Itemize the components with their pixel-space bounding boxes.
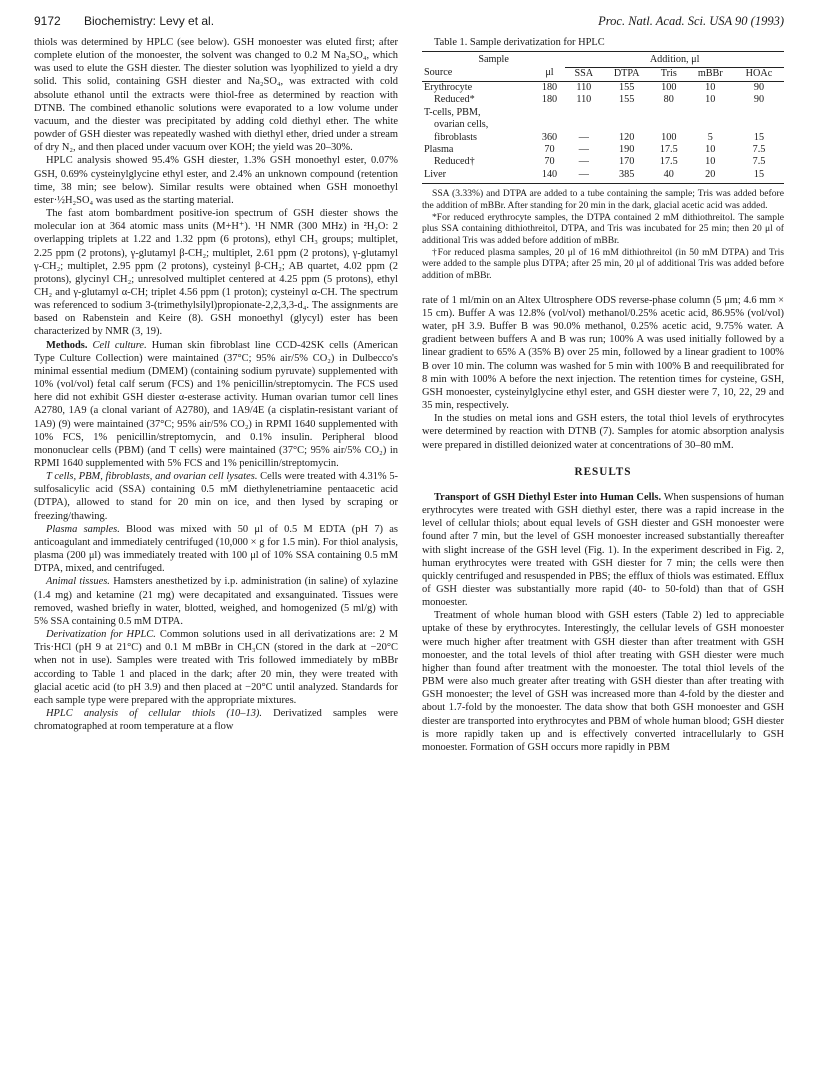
table-row — [422, 107, 784, 119]
table-cell: 17.5 — [659, 156, 678, 168]
table-cell: 10 — [705, 81, 716, 93]
plasma-text: Blood was mixed with 50 μl of 0.5 M EDTA (pH 7) as anticoagulant and immediately centrifuged (10,000 × g for 1.5 min). For thiol analysis, plasma (200 μl) was immediately treated with 100 μl of 10% SSA containing 0.5 mM DTPA, mixed, and centrifuged. — [34, 523, 398, 575]
lysates-text: Cells were treated with 4.31% 5-sulfosalicylic acid (SSA) containing 0.5 mM diethylenetriamine pentaacetic acid (DTPA), allowed to stand for 20 min on ice, and then lysed by scraping or freezing/thawing. — [34, 471, 399, 522]
table-cell: 90 — [753, 94, 765, 106]
table-group-addition: Addition, μl — [565, 52, 784, 67]
table-cell: ovarian cells, — [434, 119, 489, 131]
table-row — [422, 156, 784, 168]
plasma-heading: Plasma samples. — [46, 523, 120, 535]
table-header-cell: Source — [422, 67, 534, 81]
table-cell: 100 — [661, 131, 677, 143]
table-cell: Plasma — [424, 144, 454, 155]
table-header-cell: Tris — [651, 67, 687, 81]
paragraph-hplc-purity: HPLC analysis showed 95.4% GSH diester, 1.3% GSH monoethyl ester, 0.07% GSH, 0.69% cysteinylglycine ethyl ester, and 2.4% an unknown compound (retention time, 38 min; see below). Similar results were obtained when GSH monoethyl ester·½H₂SO₄ was used as the starting material. — [34, 155, 398, 206]
journal-section-authors: Biochemistry: Levy et al. — [84, 14, 215, 28]
table-cell: 385 — [602, 169, 651, 184]
table-cell: 80 — [663, 94, 674, 106]
table-cell: Reduced* — [434, 94, 475, 106]
right-column — [422, 36, 784, 754]
paragraph-cell-culture — [34, 339, 398, 471]
table-cell: 100 — [661, 81, 677, 93]
table-cell: 140 — [534, 169, 566, 184]
table-cell: 5 — [707, 131, 713, 143]
table-cell: 7.5 — [752, 156, 766, 168]
table-cell: 170 — [619, 156, 635, 168]
table-cell: — — [578, 131, 589, 143]
table-cell: 15 — [753, 131, 765, 143]
table-group-sample: Sample — [422, 52, 565, 67]
table-1 — [422, 36, 784, 282]
table-cell: 360 — [541, 131, 558, 143]
table-cell: 70 — [544, 156, 555, 168]
table-cell: 17.5 — [659, 144, 678, 155]
table-header-cell: SSA — [565, 67, 602, 81]
table-footnote: *For reduced erythrocyte samples, the DTPA contained 2 mM dithiothreitol. The sample plus SSA containing dithiothreitol, DTPA, and Tris was incubated for 25 min; then 20 μl of additional Tris was added before addition of mBBr. — [422, 211, 784, 247]
table-cell: 40 — [651, 169, 687, 184]
table-cell: 190 — [619, 144, 635, 155]
hplc-analysis-text: Derivatized samples were chromatographed at room temperature at a flow — [34, 707, 398, 733]
table-cell: — — [578, 144, 589, 155]
table-cell: 70 — [544, 144, 555, 155]
cell-culture-text: Human skin fibroblast line CCD-42SK cells (American Type Culture Collection) were maintained (37°C; 95% air/5% CO₂) in Dulbecco's minimal essential medium (DMEM) (containing sodium pyruvate) supplemented with 10% (vol/vol) fetal calf serum (FCS) and 1% penicillin/streptomycin. The FCS used here did not exhibit GSH diester α-esterase activity. Human ovarian tumor cell lines A2780, 1A9 (a clonal variant of A2780), and 1A9/4E (a cisplatin-resistant variant of 1A9) (9) were maintained (37°C; 95% air/5% CO₂) in RPMI 1640 supplemented with 10% FCS, 1% penicillin/streptomycin, and 0.1% insulin. Peripheral blood mononuclear cells (PBM) (and T cells) were maintained (37°C; 95% air/5% CO₂) in RPMI 1640 supplemented with 5% FCS and 1% penicillin/streptomycin. — [34, 339, 399, 469]
table-row — [422, 81, 784, 94]
table-header-cell: HOAc — [734, 67, 784, 81]
running-header — [34, 14, 784, 34]
table-row — [422, 169, 784, 184]
table-row — [422, 94, 784, 106]
table-row — [422, 144, 784, 156]
paragraph-nmr: The fast atom bombardment positive-ion spectrum of GSH diester shows the molecular ion at 364 atomic mass units (M+H⁺). ¹H NMR (300 MHz) in ²H₂O: 2 overlapping triplets at 1.22 and 1.32 ppm (6 protons), ethyl CH₃ groups; multiplet, 2.25 ppm (2 protons), γ-glutamyl β-CH₂; multiplet, 2.61 ppm (2 protons), γ-glutamyl γ-CH₂; multiplet, 2.95 ppm (2 protons), cysteinyl β-CH₂; AB quartet, 4.02 ppm (2 protons), glycinyl CH₂; unresolved multiplet centered at 4.25 ppm (5 protons), ethyl CH₂ and γ-glutamyl α-CH; triplet 4.56 ppm (1 proton); cysteinyl α-CH. The spectrum was referenced to sodium 3-(trimethylsilyl)propionate-2,2,3,3-d₄. The assignments are based on Rabenstein and Keire (8). GSH monoethyl (glycyl) ester has been characterized by NMR (3, 19). — [34, 208, 398, 338]
animal-tissues-heading: Animal tissues. — [46, 576, 110, 588]
paragraph-hplc-analysis — [34, 707, 398, 733]
journal-citation: Proc. Natl. Acad. Sci. USA 90 (1993) — [598, 14, 784, 28]
table-cell: 155 — [619, 94, 635, 106]
left-column — [34, 36, 398, 733]
table-cell: T-cells, PBM, — [424, 106, 481, 118]
paragraph-hplc-conditions: rate of 1 ml/min on an Altex Ultrosphere ODS reverse-phase column (5 μm; 4.6 mm × 15 cm). Buffer A was 12.8% (vol/vol) methanol/0.25% acetic acid, 86.95% (vol/vol) water, pH 3.9. Buffer B was 90.0% methanol, 0.25% acetic acid, 9.75% water. A gradient between buffers A and B was run; 100% A was used initially followed by a linear gradient to 65% A (35% B) over 25 min, followed by a linear gradient to 100% B over 10 min. The column was washed for 5 min with 100% B and reequilibrated for 8 min with 100% A before the next injection. The retention times for cysteine, GSH, GSH monoester, cysteinylglycine ethyl ester, and GSH diester were 7, 10, 22, 29 and 35 min, respectively. — [422, 294, 784, 412]
table-cell: Erythrocyte — [424, 81, 473, 93]
results-heading: RESULTS — [574, 465, 632, 478]
table-footnote: †For reduced plasma samples, 20 μl of 16 mM dithiothreitol (in 50 mM DTPA) and Tris were added to the sample plus DTPA; after 25 min, 20 μl of additional Tris was added before addition of mBBr. — [422, 246, 784, 282]
paragraph-diester-isolation: thiols was determined by HPLC (see below). GSH monoester was eluted first; after complete elution of the monoester, the solvent was changed to 0.2 M Na₂SO₄, which was used to elute the GSH diester. The diester solution was lyophilized to yield a dry solid. This solid, containing GSH diester and Na₂SO₄, was extracted with cold absolute ethanol until the extracts were thiol-free as determined by reaction with DTNB. The combined ethanolic solutions were evaporated to a low volume under vacuum, and the diester was precipitated by adding cold diethyl ether. The white powder of GSH diester was repeatedly washed with diethyl ether, dried under a stream of dry N₂, and then placed under vacuum over KOH; the yield was 20–30%. — [34, 37, 398, 154]
transport-text: When suspensions of human erythrocytes were treated with GSH diethyl ester, there was a rapid increase in the level of cellular thiols; about equal levels of GSH diester and GSH monoester were found after 7 min, but the level of GSH monoester increased substantially thereafter with slight increase of the GSH level (Fig. 1). In the experiment described in Fig. 2, human erythrocytes were treated with GSH diester for 7 min; the cells were then quickly centrifuged and resuspended in PBS; the efflux of thiols was estimated. Efflux of GSH diester was substantially more rapid (40- to 50-fold) than that of GSH monoester. — [422, 491, 784, 609]
paragraph-plasma — [34, 523, 398, 576]
transport-heading: Transport of GSH Diethyl Ester into Human Cells. — [434, 491, 662, 503]
table-cell: fibroblasts — [434, 131, 478, 143]
table-header-cell: μl — [534, 67, 566, 81]
table-cell: 110 — [576, 94, 592, 106]
table-header-cell: DTPA — [602, 67, 651, 81]
paragraph-animal-tissues — [34, 575, 398, 628]
table-cell: 20 — [687, 169, 734, 184]
table-cell: 120 — [619, 131, 635, 143]
table-note: SSA (3.33%) and DTPA are added to a tube containing the sample; Tris was added before the addition of mBBr. After standing for 20 min in the dark, glacial acetic acid was added. — [422, 188, 784, 211]
table-caption: Table 1. Sample derivatization for HPLC — [434, 37, 605, 48]
paragraph-lysates — [34, 470, 398, 523]
methods-heading: Methods. — [46, 339, 88, 351]
table-cell: 10 — [705, 144, 716, 155]
table-header-cell: mBBr — [687, 67, 734, 81]
cell-culture-heading: Cell culture. — [92, 339, 147, 351]
table-cell: 7.5 — [752, 144, 766, 155]
hplc-analysis-heading: HPLC analysis of cellular thiols (10–13). — [46, 707, 262, 719]
table-cell: 90 — [753, 81, 765, 93]
paragraph-transport — [422, 491, 784, 609]
derivatization-text: Common solutions used in all derivatizations are: 2 M Tris·HCl (pH 9 at 21°C) and 0.1 M mBBr in CH₃CN (stored in the dark at −20°C when not in use). Samples were treated with Tris followed immediately by mBBr according to Table 1 and placed in the dark; after 20 min, they were treated with glacial acetic acid (to pH 3.9) and then placed at −20°C until analyzed. Standards for each sample type were prepared with the appropriate mixtures. — [34, 629, 398, 706]
table-cell: 10 — [705, 94, 716, 106]
table-cell: 15 — [734, 169, 784, 184]
table-row — [422, 132, 784, 144]
table-cell: 155 — [619, 81, 635, 93]
lysates-heading: T cells, PBM, fibroblasts, and ovarian cell lysates. — [46, 471, 258, 483]
table-cell: 10 — [705, 156, 716, 168]
table-cell: Liver — [422, 169, 534, 184]
paragraph-derivatization — [34, 628, 398, 707]
animal-tissues-text: Hamsters anesthetized by i.p. administration (in saline) of xylazine (1.4 mg) and ketamine (21 mg) were decapitated and exsanguinated. Tissues were removed, washed briefly in water, blotted, weighed, and homogenized (5 ml/g) with 5% SSA containing 0.5 mM DTPA. — [34, 576, 398, 627]
table-cell: — — [565, 169, 602, 184]
derivatization-heading: Derivatization for HPLC. — [46, 629, 156, 641]
paragraph-thiol-levels: In the studies on metal ions and GSH esters, the total thiol levels of erythrocytes were determined by reaction with DTNB (7). Samples for atomic absorption analysis were prepared in distilled deionized water at concentrations of 30–80 mM. — [422, 413, 784, 451]
paragraph-whole-blood: Treatment of whole human blood with GSH esters (Table 2) led to appreciable uptake of these by erythrocytes. Interestingly, the cellular levels of GSH monoester were much higher after treatment with GSH diester than after treatment with GSH monoester, and the total levels of thiol after treating with GSH diester were much higher than found after treatment with the monoester. The total thiol levels of the PBM were also much greater after treating with GSH diester than after treating with GSH monoester; the level of GSH was increased more than 4-fold by the diester and about 1.7-fold by the monoester. The data show that both GSH monoester and GSH diester are transported into erythrocytes and PBM of whole human blood; GSH diester is more rapidly taken up and is effectively converted intracellularly to GSH monoester. Formation of GSH occurs more rapidly in PBM — [422, 610, 784, 753]
table-row — [422, 119, 784, 131]
page-number: 9172 — [34, 14, 61, 28]
table-cell: Reduced† — [434, 156, 475, 168]
table-cell: 180 — [541, 81, 558, 93]
table-cell: 180 — [541, 94, 558, 106]
table-cell: 110 — [576, 81, 592, 93]
table-cell: — — [578, 156, 589, 168]
table-footnotes — [422, 188, 784, 282]
derivatization-table — [422, 51, 784, 184]
